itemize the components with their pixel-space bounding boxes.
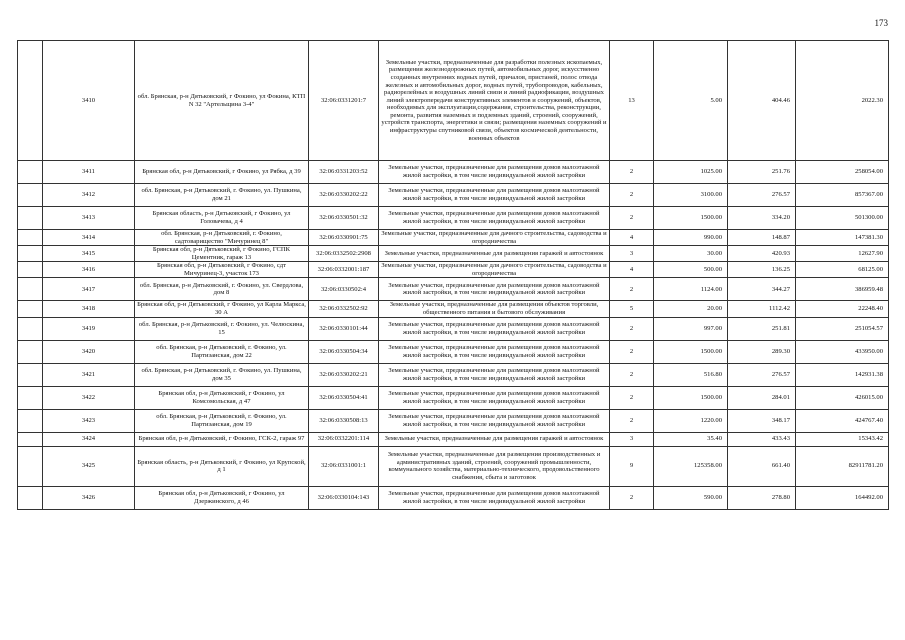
land-use-cell: Земельные участки, предназначенные для размещения производственных и административных зданий, строений, сооружений промышленности, коммунального хозяйства, материально-технического, продовольственного снабжения, сбыта и заготовок: [379, 446, 610, 486]
group-cell: 4: [610, 230, 654, 246]
land-use-cell: Земельные участки, предназначенные для размещения домов малоэтажной жилой застройки, в том числе индивидуальной жилой застройки: [379, 207, 610, 230]
row-number: 3425: [43, 446, 135, 486]
cadastral-value-cell: 501300.00: [796, 207, 889, 230]
cadastral-value-cell: 857367.00: [796, 184, 889, 207]
area-cell: 990.00: [654, 230, 728, 246]
specific-value-cell: 661.40: [728, 446, 796, 486]
cadastral-value-cell: 424767.40: [796, 409, 889, 432]
cadastral-number-cell: 32:06:0330202:21: [309, 363, 379, 386]
cadastral-number-cell: 32:06:0330202:22: [309, 184, 379, 207]
address-cell: обл. Брянская, р-н Дятьковский, г. Фокино, садтоварищество "Мичуринец 8": [135, 230, 309, 246]
blank-cell: [18, 363, 43, 386]
group-cell: 2: [610, 161, 654, 184]
group-cell: 5: [610, 301, 654, 317]
address-cell: обл. Брянская, р-н Дятьковский, г. Фокино, ул. Свердлова, дом 8: [135, 278, 309, 301]
cadastral-number-cell: 32:06:0330501:32: [309, 207, 379, 230]
table-row: [18, 340, 889, 363]
area-cell: 500.00: [654, 262, 728, 278]
address-cell: обл. Брянская, р-н Дятьковский, г. Фокино, ул. Партизанская, дом 19: [135, 409, 309, 432]
row-number: 3419: [43, 317, 135, 340]
specific-value-cell: 1112.42: [728, 301, 796, 317]
table-row: [18, 207, 889, 230]
table-row: [18, 409, 889, 432]
group-cell: 2: [610, 340, 654, 363]
land-use-cell: Земельные участки, предназначенные для дачного строительства, садоводства и огородничества: [379, 230, 610, 246]
cadastral-value-cell: 147381.30: [796, 230, 889, 246]
specific-value-cell: 404.46: [728, 41, 796, 161]
land-cadastral-table: [17, 40, 889, 510]
area-cell: 30.00: [654, 246, 728, 262]
blank-cell: [18, 230, 43, 246]
cadastral-value-cell: 164492.00: [796, 486, 889, 509]
land-use-cell: Земельные участки, предназначенные для размещения домов малоэтажной жилой застройки, в том числе индивидуальной жилой застройки: [379, 486, 610, 509]
group-cell: 9: [610, 446, 654, 486]
table-row: [18, 184, 889, 207]
land-use-cell: Земельные участки, предназначенные для разработки полезных ископаемых, размещения железнодорожных путей, автомобильных дорог, искусственно созданных внутренних водных путей, причалов, пристаней, полос отвода железных и автомобильных дорог, водных путей, трубопроводов, кабельных, радиорелейных и воздушных линий связи и линий радиофикации, воздушных линий электропередачи конструктивных элементов и сооружений, объектов, необходимых для эксплуатации,содержания, строительства, реконструкции, ремонта, развития наземных и подземных зданий, строений, сооружений, устройств транспорта, энергетики и связи; размещения наземных сооружений и инфраструктуры спутниковой связи, объектов космической деятельности, военных объектов: [379, 41, 610, 161]
page-number: 173: [874, 18, 888, 28]
group-cell: 4: [610, 262, 654, 278]
area-cell: 1220.00: [654, 409, 728, 432]
specific-value-cell: 136.25: [728, 262, 796, 278]
cadastral-number-cell: 32:06:0330504:41: [309, 386, 379, 409]
cadastral-value-cell: 386959.48: [796, 278, 889, 301]
specific-value-cell: 251.81: [728, 317, 796, 340]
specific-value-cell: 344.27: [728, 278, 796, 301]
group-cell: 2: [610, 363, 654, 386]
specific-value-cell: 148.87: [728, 230, 796, 246]
area-cell: 1500.00: [654, 207, 728, 230]
address-cell: обл. Брянская, р-н Дятьковский, г. Фокино, ул. Пушкина, дом 35: [135, 363, 309, 386]
table-row: [18, 301, 889, 317]
area-cell: 3100.00: [654, 184, 728, 207]
cadastral-value-cell: 251054.57: [796, 317, 889, 340]
cadastral-number-cell: 32:06:0331203:52: [309, 161, 379, 184]
specific-value-cell: 251.76: [728, 161, 796, 184]
specific-value-cell: 420.93: [728, 246, 796, 262]
cadastral-value-cell: 12627.90: [796, 246, 889, 262]
land-use-cell: Земельные участки, предназначенные для размещения домов малоэтажной жилой застройки, в том числе индивидуальной жилой застройки: [379, 184, 610, 207]
blank-cell: [18, 340, 43, 363]
blank-cell: [18, 432, 43, 446]
specific-value-cell: 334.20: [728, 207, 796, 230]
cadastral-number-cell: 32:06:0332001:187: [309, 262, 379, 278]
group-cell: 2: [610, 317, 654, 340]
address-cell: Брянская обл, р-н Дятьковский, г Фокино, ул Карла Маркса, 30 А: [135, 301, 309, 317]
cadastral-value-cell: 426015.00: [796, 386, 889, 409]
blank-cell: [18, 161, 43, 184]
land-use-cell: Земельные участки, предназначенные для дачного строительства, садоводства и огородничества: [379, 262, 610, 278]
row-number: 3417: [43, 278, 135, 301]
address-cell: Брянская обл, р-н Дятьковский, г Фокино, ул Дзержинского, д 46: [135, 486, 309, 509]
area-cell: 20.00: [654, 301, 728, 317]
table-row: [18, 230, 889, 246]
area-cell: 125358.00: [654, 446, 728, 486]
table-row: [18, 386, 889, 409]
cadastral-number-cell: 32:06:0330104:143: [309, 486, 379, 509]
cadastral-number-cell: 32:06:0332502:92: [309, 301, 379, 317]
cadastral-number-cell: 32:06:0332502:2908: [309, 246, 379, 262]
address-cell: Брянская область, р-н Дятьковский, г Фокино, ул Крупской, д 1: [135, 446, 309, 486]
group-cell: 2: [610, 207, 654, 230]
land-use-cell: Земельные участки, предназначенные для размещения домов малоэтажной жилой застройки, в том числе индивидуальной жилой застройки: [379, 363, 610, 386]
blank-cell: [18, 262, 43, 278]
table-row: [18, 446, 889, 486]
cadastral-number-cell: 32:06:0330901:75: [309, 230, 379, 246]
table-row: [18, 363, 889, 386]
address-cell: обл. Брянская, р-н Дятьковский, г. Фокино, ул. Пушкина, дом 21: [135, 184, 309, 207]
land-use-cell: Земельные участки, предназначенные для размещения домов малоэтажной жилой застройки, в том числе индивидуальной жилой застройки: [379, 278, 610, 301]
address-cell: Брянская область, р-н Дятьковский, г Фокино, ул Головачева, д 4: [135, 207, 309, 230]
row-number: 3420: [43, 340, 135, 363]
land-use-cell: Земельные участки, предназначенные для размещения гаражей и автостоянок: [379, 432, 610, 446]
table-row: [18, 278, 889, 301]
group-cell: 3: [610, 432, 654, 446]
row-number: 3424: [43, 432, 135, 446]
blank-cell: [18, 41, 43, 161]
group-cell: 2: [610, 486, 654, 509]
row-number: 3414: [43, 230, 135, 246]
cadastral-value-cell: 82911781.20: [796, 446, 889, 486]
address-cell: обл. Брянская, р-н Дятьковский, г Фокино, ул Фокина, КТП N 32 "Артельщина 3-4": [135, 41, 309, 161]
land-use-cell: Земельные участки, предназначенные для размещения объектов торговли, общественного питания и бытового обслуживания: [379, 301, 610, 317]
specific-value-cell: 278.80: [728, 486, 796, 509]
cadastral-number-cell: 32:06:0330101:44: [309, 317, 379, 340]
table-row: [18, 262, 889, 278]
group-cell: 2: [610, 278, 654, 301]
group-cell: 2: [610, 386, 654, 409]
cadastral-number-cell: 32:06:0331201:7: [309, 41, 379, 161]
group-cell: 2: [610, 184, 654, 207]
row-number: 3421: [43, 363, 135, 386]
area-cell: 1500.00: [654, 340, 728, 363]
row-number: 3416: [43, 262, 135, 278]
group-cell: 2: [610, 409, 654, 432]
area-cell: 516.80: [654, 363, 728, 386]
blank-cell: [18, 446, 43, 486]
land-use-cell: Земельные участки, предназначенные для размещения домов малоэтажной жилой застройки, в том числе индивидуальной жилой застройки: [379, 409, 610, 432]
address-cell: обл. Брянская, р-н Дятьковский, г. Фокино, ул. Партизанская, дом 22: [135, 340, 309, 363]
group-cell: 3: [610, 246, 654, 262]
cadastral-number-cell: 32:06:0330504:34: [309, 340, 379, 363]
blank-cell: [18, 386, 43, 409]
row-number: 3418: [43, 301, 135, 317]
cadastral-value-cell: 15343.42: [796, 432, 889, 446]
address-cell: обл. Брянская, р-н Дятьковский, г. Фокино, ул. Челюскина, 15: [135, 317, 309, 340]
table-row: [18, 246, 889, 262]
cadastral-value-cell: 2022.30: [796, 41, 889, 161]
address-cell: Брянская обл, р-н Дятьковский, г Фокино, ГСПК Цементник, гараж 13: [135, 246, 309, 262]
table-row: [18, 432, 889, 446]
land-use-cell: Земельные участки, предназначенные для размещения домов малоэтажной жилой застройки, в том числе индивидуальной жилой застройки: [379, 386, 610, 409]
area-cell: 997.00: [654, 317, 728, 340]
land-use-cell: Земельные участки, предназначенные для размещения домов малоэтажной жилой застройки, в том числе индивидуальной жилой застройки: [379, 340, 610, 363]
cadastral-number-cell: 32:06:0330502:4: [309, 278, 379, 301]
address-cell: Брянская обл, р-н Дятьковский, г Фокино, ул Комсомольская, д 47: [135, 386, 309, 409]
row-number: 3422: [43, 386, 135, 409]
row-number: 3410: [43, 41, 135, 161]
row-number: 3411: [43, 161, 135, 184]
row-number: 3415: [43, 246, 135, 262]
table-row: [18, 161, 889, 184]
blank-cell: [18, 207, 43, 230]
land-use-cell: Земельные участки, предназначенные для размещения домов малоэтажной жилой застройки, в том числе индивидуальной жилой застройки: [379, 317, 610, 340]
blank-cell: [18, 317, 43, 340]
area-cell: 35.40: [654, 432, 728, 446]
blank-cell: [18, 246, 43, 262]
cadastral-value-cell: 433950.00: [796, 340, 889, 363]
blank-cell: [18, 486, 43, 509]
cadastral-number-cell: 32:06:0330508:13: [309, 409, 379, 432]
cadastral-value-cell: 22248.40: [796, 301, 889, 317]
group-cell: 13: [610, 41, 654, 161]
area-cell: 5.00: [654, 41, 728, 161]
specific-value-cell: 276.57: [728, 363, 796, 386]
area-cell: 1124.00: [654, 278, 728, 301]
specific-value-cell: 348.17: [728, 409, 796, 432]
area-cell: 590.00: [654, 486, 728, 509]
specific-value-cell: 289.30: [728, 340, 796, 363]
blank-cell: [18, 301, 43, 317]
specific-value-cell: 433.43: [728, 432, 796, 446]
address-cell: Брянская обл, р-н Дятьковский, г Фокино, ул Рябка, д 39: [135, 161, 309, 184]
blank-cell: [18, 278, 43, 301]
table-row: [18, 317, 889, 340]
address-cell: Брянская обл, р-н Дятьковский, г Фокино, сдт Мичуринец-3, участок 173: [135, 262, 309, 278]
table-row: [18, 486, 889, 509]
land-use-cell: Земельные участки, предназначенные для размещения домов малоэтажной жилой застройки, в том числе индивидуальной жилой застройки: [379, 161, 610, 184]
land-use-cell: Земельные участки, предназначенные для размещения гаражей и автостоянок: [379, 246, 610, 262]
specific-value-cell: 276.57: [728, 184, 796, 207]
cadastral-value-cell: 258054.00: [796, 161, 889, 184]
area-cell: 1500.00: [654, 386, 728, 409]
table-row: [18, 41, 889, 161]
cadastral-value-cell: 68125.00: [796, 262, 889, 278]
blank-cell: [18, 184, 43, 207]
cadastral-number-cell: 32:06:0332201:114: [309, 432, 379, 446]
area-cell: 1025.00: [654, 161, 728, 184]
address-cell: Брянская обл, р-н Дятьковский, г Фокино, ГСК-2, гараж 97: [135, 432, 309, 446]
cadastral-number-cell: 32:06:0331001:1: [309, 446, 379, 486]
row-number: 3426: [43, 486, 135, 509]
specific-value-cell: 284.01: [728, 386, 796, 409]
cadastral-value-cell: 142931.38: [796, 363, 889, 386]
blank-cell: [18, 409, 43, 432]
row-number: 3412: [43, 184, 135, 207]
row-number: 3413: [43, 207, 135, 230]
row-number: 3423: [43, 409, 135, 432]
